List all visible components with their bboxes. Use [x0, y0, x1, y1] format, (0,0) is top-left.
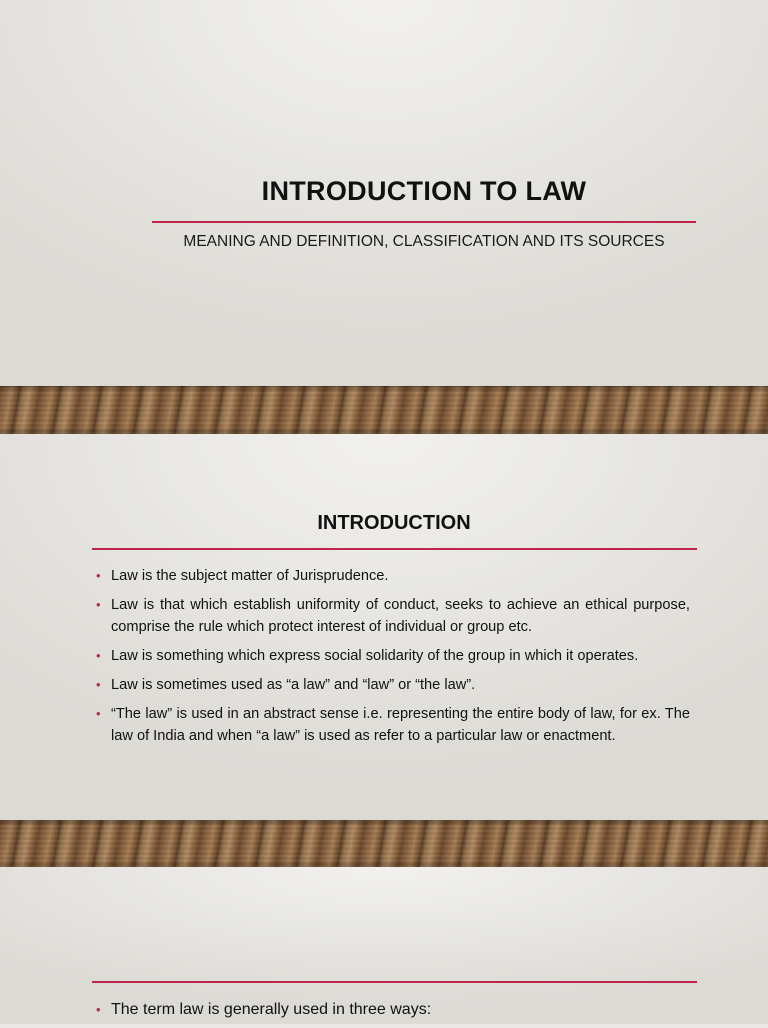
bullet-item — [92, 594, 690, 638]
slide-2-bullet-list — [92, 565, 690, 754]
bullet-text: Law is sometimes used as “a law” and “law” or “the law”. — [111, 677, 476, 693]
slide-1-title-underline — [152, 221, 696, 223]
bullet-dot-icon: • — [96, 1002, 101, 1017]
bullet-dot-icon: • — [96, 597, 101, 612]
bullet-text: The term law is generally used in three ways: — [111, 1001, 432, 1018]
wood-floor-divider-1 — [0, 386, 768, 434]
bullet-item — [92, 565, 690, 587]
slide-3-title-underline — [92, 981, 697, 983]
bullet-item — [92, 703, 690, 747]
bullet-item — [92, 999, 690, 1021]
bullet-text: Law is the subject matter of Jurisprudence. — [111, 568, 389, 584]
slide-2-title-underline — [92, 548, 697, 550]
slide-2-title: INTRODUCTION — [317, 512, 471, 534]
bullet-text: “The law” is used in an abstract sense i.e. representing the entire body of law, for ex. The law of India and when “a law” is used as refer to a particular law or enactment. — [111, 706, 690, 744]
bullet-dot-icon: • — [96, 648, 101, 663]
bullet-item — [92, 645, 690, 667]
slide-1-subtitle: MEANING AND DEFINITION, CLASSIFICATION AND ITS SOURCES — [183, 233, 665, 250]
wood-floor-divider-2 — [0, 820, 768, 867]
bullet-text: Law is something which express social solidarity of the group in which it operates. — [111, 648, 639, 664]
slide-1-title: INTRODUCTION TO LAW — [261, 176, 587, 206]
slide-1 — [0, 0, 768, 386]
bullet-dot-icon: • — [96, 568, 101, 583]
bullet-text: Law is that which establish uniformity of conduct, seeks to achieve an ethical purpose, comprise the rule which protect interest of individual or group etc. — [111, 597, 690, 635]
bullet-dot-icon: • — [96, 677, 101, 692]
bullet-item — [92, 674, 690, 696]
bullet-dot-icon: • — [96, 706, 101, 721]
